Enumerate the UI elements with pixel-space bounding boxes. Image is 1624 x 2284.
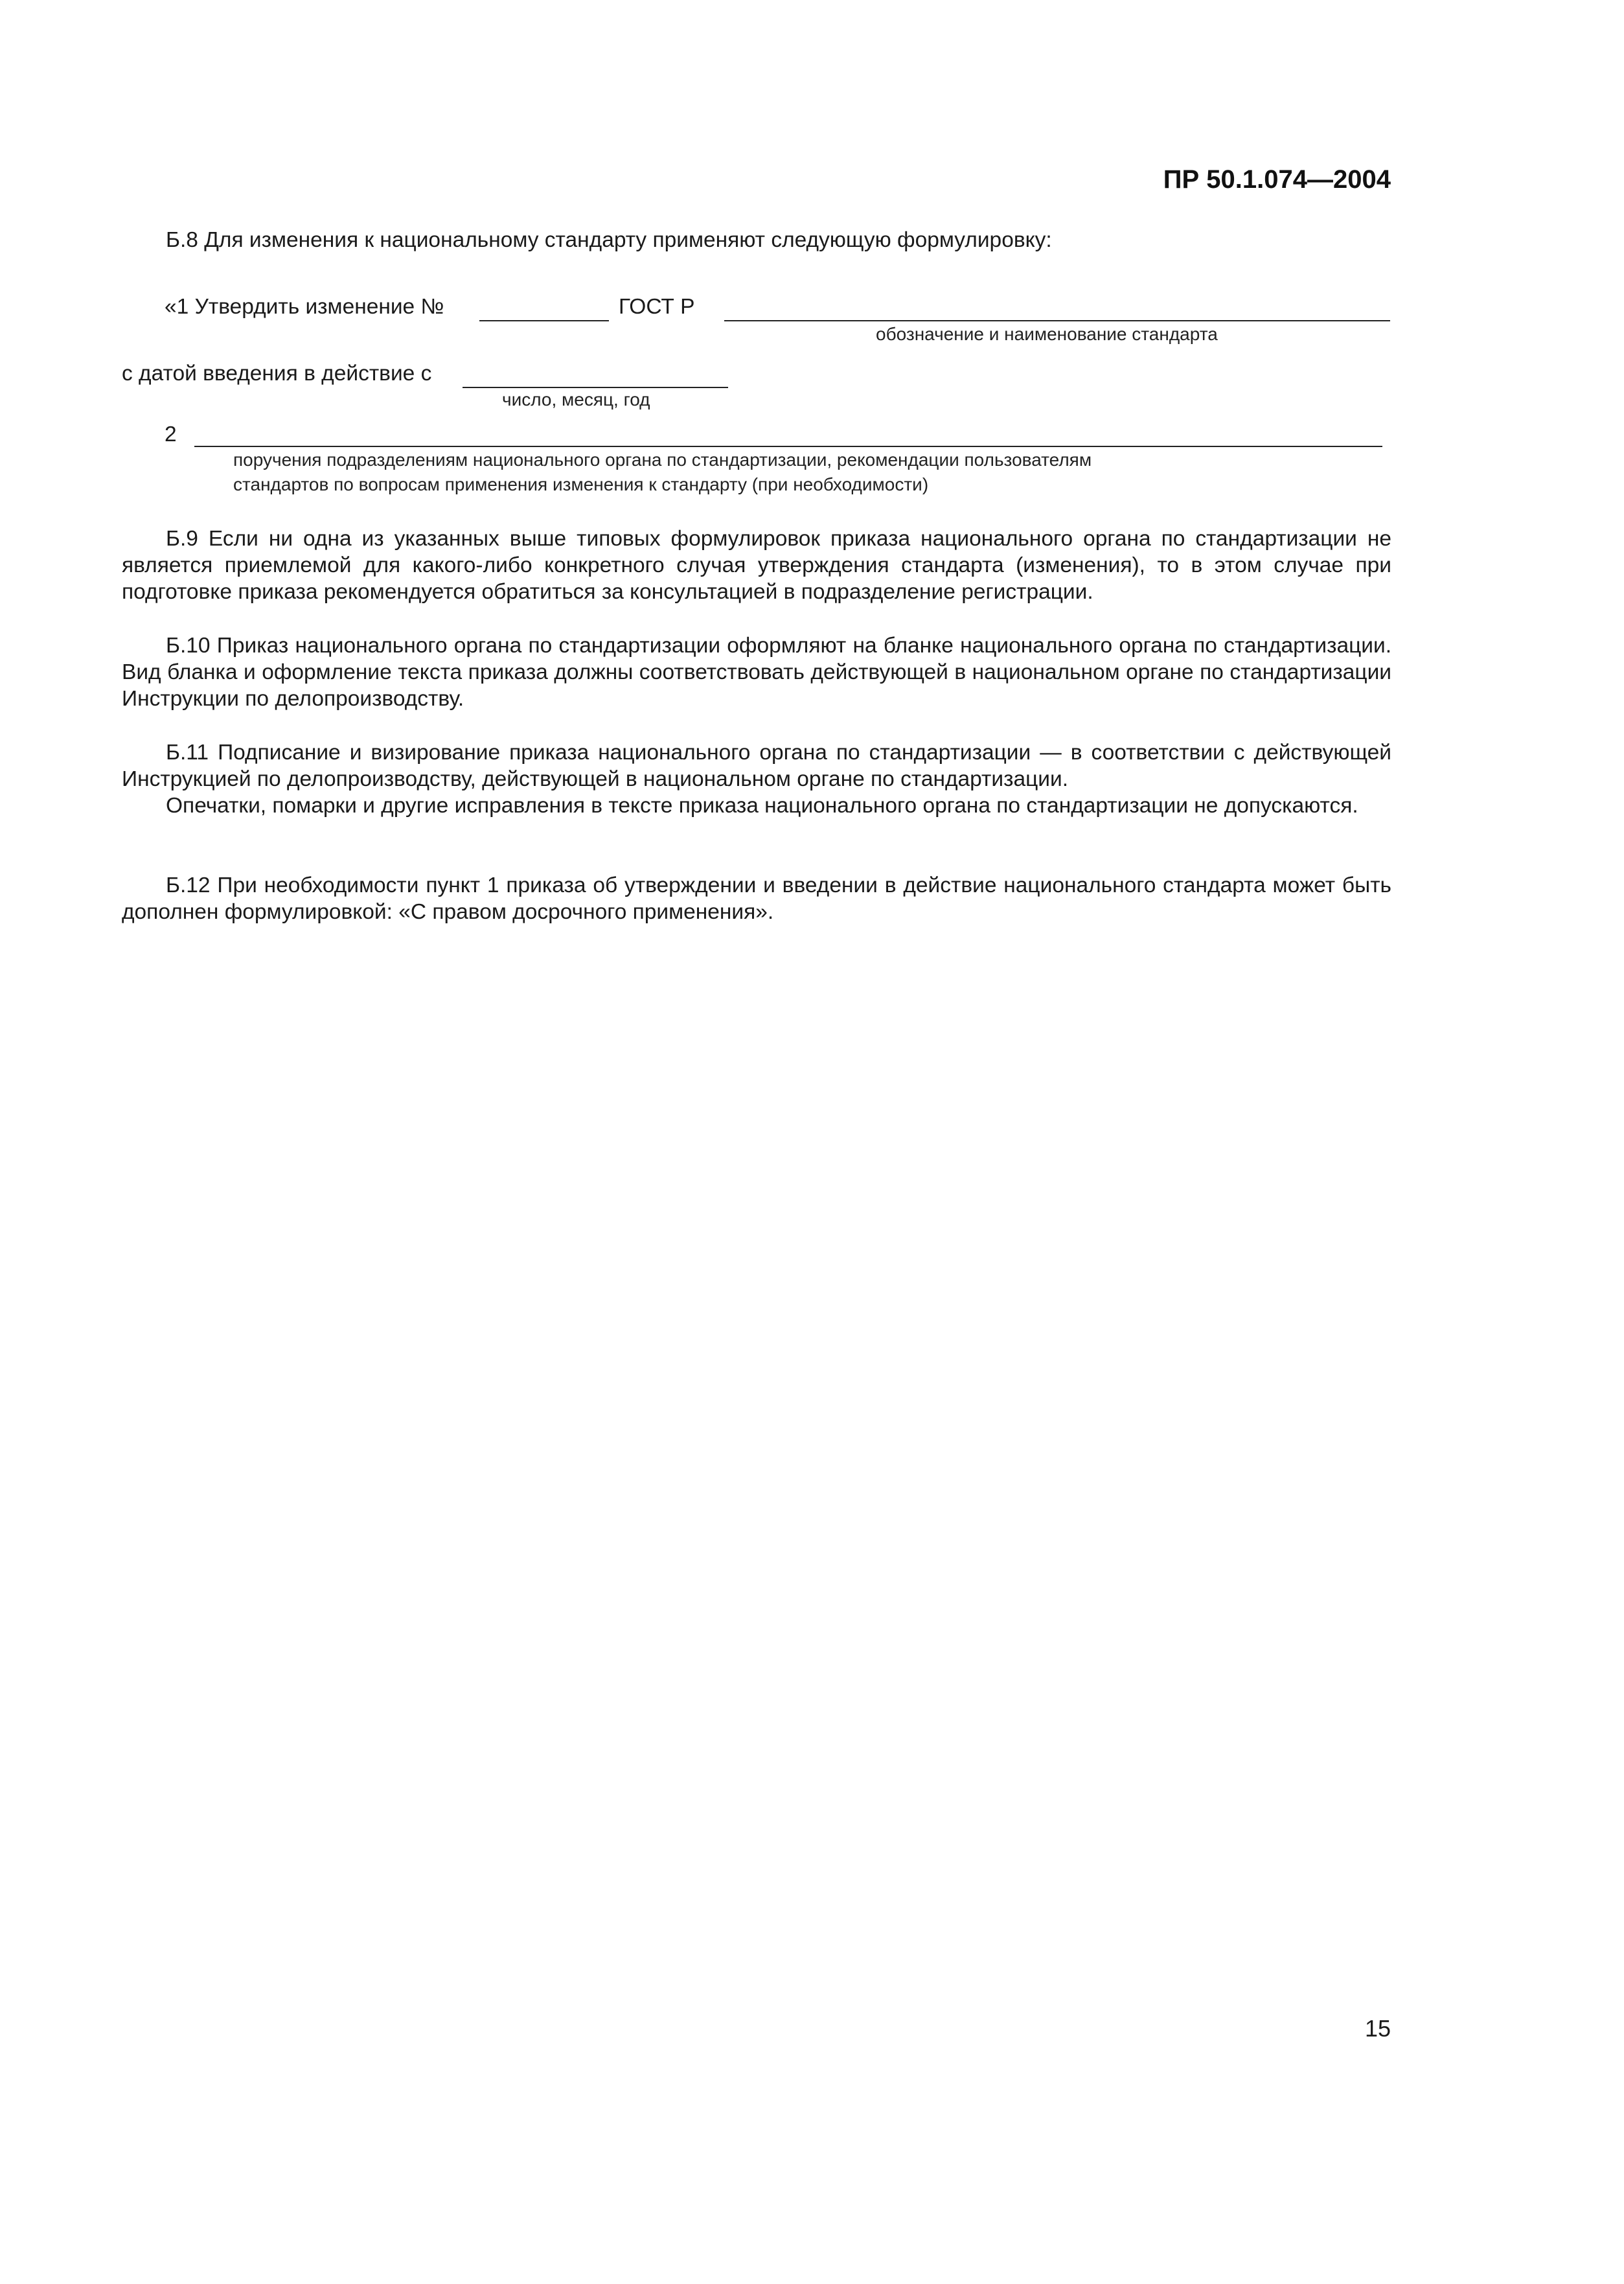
paragraph-b9: Б.9 Если ни одна из указанных выше типовых формулировок приказа национального органа по стандартизации не является приемлемой для какого-либо конкретного случая утверждения стандарта (изменения), то в этом случае при подготовке приказа рекомендуется обратиться за консультацией в подразделение регистрации. bbox=[122, 527, 1391, 604]
standard-name-blank bbox=[724, 320, 1390, 321]
instructions-caption-line1: поручения подразделениям национального органа по стандартизации, рекомендации пользователям bbox=[233, 450, 1092, 470]
form-item1-label: «1 Утвердить изменение № bbox=[165, 295, 444, 319]
paragraph-b8-intro: Б.8 Для изменения к национальному стандарту применяют следующую формулировку: bbox=[166, 228, 1052, 252]
form-gost-label: ГОСТ Р bbox=[619, 295, 695, 319]
instructions-blank bbox=[194, 446, 1382, 447]
paragraph-b11: Б.11 Подписание и визирование приказа национального органа по стандартизации — в соответствии с действующей Инструкцией по делопроизводству, действующей в национальном органе по стандартизации. bbox=[122, 741, 1391, 791]
document-code: ПР 50.1.074—2004 bbox=[1163, 165, 1391, 194]
form-date-label: с датой введения в действие с bbox=[122, 362, 432, 386]
standard-name-caption: обозначение и наименование стандарта bbox=[876, 324, 1218, 344]
instructions-caption-line2: стандартов по вопросам применения изменения к стандарту (при необходимости) bbox=[233, 474, 929, 494]
page-number: 15 bbox=[1364, 2015, 1391, 2042]
form-item2-number: 2 bbox=[165, 422, 177, 446]
paragraph-b11-note: Опечатки, помарки и другие исправления в тексте приказа национального органа по стандартизации не допускаются. bbox=[166, 794, 1358, 818]
paragraph-b12: Б.12 При необходимости пункт 1 приказа об утверждении и введении в действие национального стандарта может быть дополнен формулировкой: «С правом досрочного применения». bbox=[122, 873, 1391, 924]
date-blank bbox=[463, 387, 728, 388]
change-number-blank bbox=[479, 320, 609, 321]
paragraph-b10: Б.10 Приказ национального органа по стандартизации оформляют на бланке национального органа по стандартизации. Вид бланка и оформление текста приказа должны соответствовать действующей в национальном органе по стандартизации Инструкции по делопроизводству. bbox=[122, 634, 1391, 711]
date-caption: число, месяц, год bbox=[502, 389, 650, 410]
